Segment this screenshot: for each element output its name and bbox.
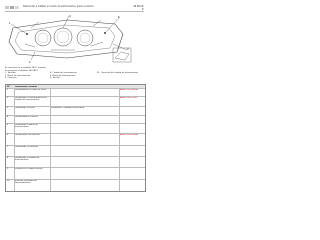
document-title: Desmontar e instalar el cuadro de instrumentos, guías conducto — [23, 5, 94, 8]
document-header — [5, 5, 144, 12]
legend-item: 3 Conector — [5, 77, 17, 79]
table-row: 10 Efectuar la prueba de funcionamiento — [7, 179, 37, 184]
table-row: 9 Instalar en el orden inverso — [6, 167, 145, 180]
legend-item: 6 Tornillo — [50, 77, 60, 79]
table-row: 3 Desmontar la rejilla Instalación: Cambiar la tornillería — [6, 106, 145, 116]
dashboard-illustration — [5, 14, 133, 64]
caption-line-2: Se muestra el modelo 163 (BO) — [5, 69, 38, 72]
caption-line-1: Se muestra en el modelo 163 / turismo — [5, 67, 46, 69]
table-row: 5 Desmontar el panel de instrumentos — [6, 123, 145, 134]
table-row: 4 Desenroscar el tornillo — [6, 115, 145, 124]
document-page — [0, 0, 149, 198]
dashboard-line-drawing — [5, 14, 133, 64]
legend-item: 5 Panel de instrumentos — [50, 74, 75, 77]
table-row: 7 Desmontar el conector — [6, 145, 145, 157]
legend-item: 2 Panel de instrumentos — [5, 74, 30, 77]
reference-link[interactable]: AR54.30-P-5905A — [120, 133, 138, 136]
reference-link[interactable]: AR68.10-P-1010V — [120, 96, 138, 99]
legend-item: S1 Conector del cuadro de instrumentos — [97, 72, 139, 74]
header-num: Nº — [7, 85, 10, 88]
table-row: 6 Desenroscar los tornillos AR54.30-P-5905A — [6, 133, 145, 146]
svg-text:6: 6 — [118, 16, 120, 19]
table-row: 2 Desmontar el revestimiento del cuadro de instrumentos AR68.10-P-1010V — [6, 96, 145, 107]
reference-link[interactable]: AR54.10-P-0003A — [120, 88, 138, 91]
publisher-logo — [5, 5, 19, 10]
document-code: AR 68.10-P- — [133, 5, 144, 11]
svg-text:4: 4 — [69, 15, 71, 18]
svg-text:1: 1 — [9, 22, 11, 25]
table-row: 1 Desembornar el cable de tierra AR54.10-P-0003A — [6, 88, 145, 97]
legend-item: 4 Cuadro de instrumentos — [50, 72, 77, 74]
header-desc: Desmontar, instalar — [15, 85, 38, 88]
svg-text:3: 3 — [127, 48, 129, 51]
legend-item: 1 Tornillos — [5, 72, 16, 74]
procedure-table — [5, 84, 146, 192]
svg-text:2: 2 — [29, 61, 31, 64]
table-row: 8 Desmontar el cuadro de instrumentos — [6, 156, 145, 168]
